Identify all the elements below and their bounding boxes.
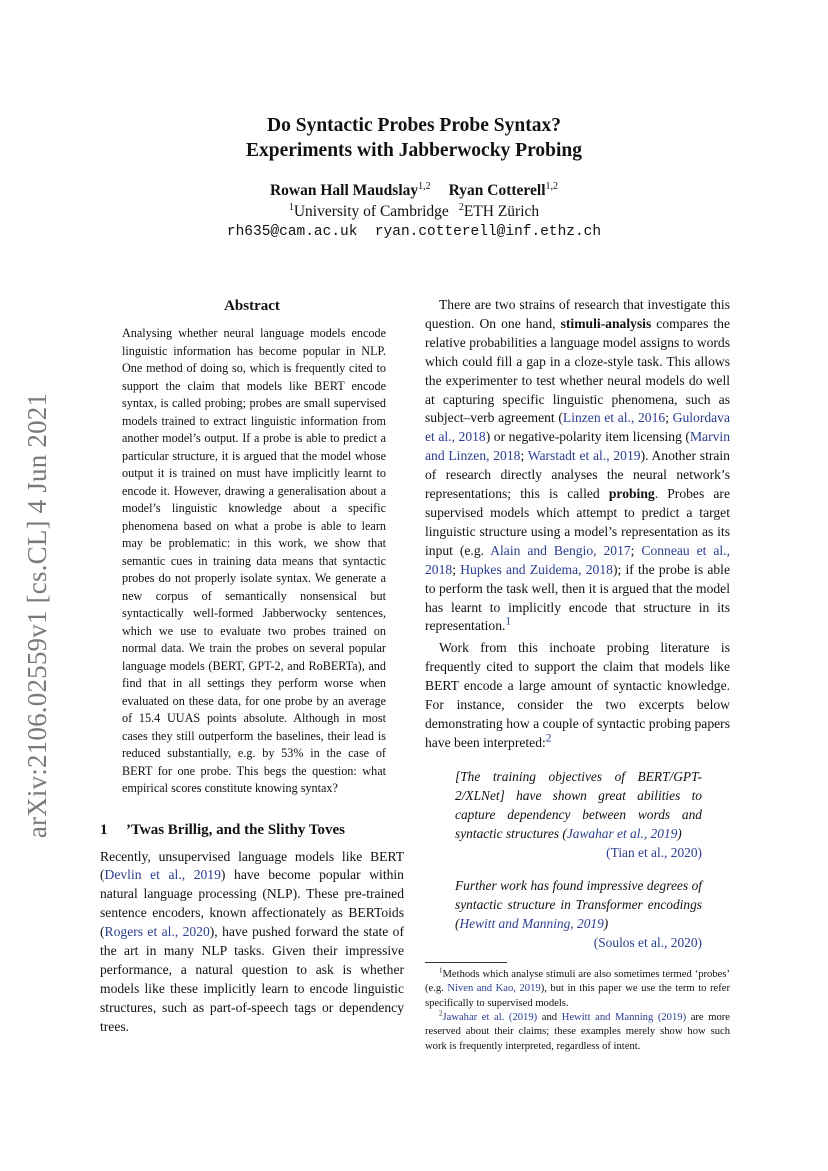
text-run: Work from this inchoate probing literature is frequently cited to support the claim that models like BERT encode a large amount of syntactic knowledge. For instance, consider the two excerpts below demonstrating how a couple of syntactic probing papers have been interpreted: [425,640,730,750]
footnote-number: 1 [439,966,443,975]
intro-paragraph [100,848,404,1037]
arxiv-stamp [18,380,58,850]
citation-link[interactable]: Rogers et al., 2020 [104,924,210,940]
email-1[interactable]: rh635@cam.ac.uk [226,224,358,240]
text-run: . Probes are supervised models which attempt to predict a target linguistic structure using a model’s representation as its input (e.g. [425,486,730,558]
citation-link[interactable]: Conneau et al., 2018 [425,542,730,577]
text-run: There are two strains of research that investigate this question. On one hand, [425,297,730,331]
abstract-text: Analysing whether neural language models encode linguistic information has become popular in NLP. One method of doing so, which is frequently cited to support the claim that models like BERT encode syntax, is called probing; probes are small supervised models trained to extract linguistic information from another model’s output. If a probe is able to predict a particular structure, it is argued that the model whose output it is trained on must have implicitly learnt to encode it. However, drawing a generalisation about a model’s linguistic knowledge about a specific phenomena based on what a probe is able to learn may be problematic: in this work, we show that semantic cues in training data means that syntactic probes do not properly isolate syntax. We generate a new corpus of semantically nonsensical but syntactically well-formed Jabberwocky sentences, which we use to evaluate two probes trained on normal data. We train the probes on several popular language models (BERT, GPT-2, and RoBERTa), and find that in all settings they perform worse when evaluated on these data, for one probe by an average of 15.4 UUAS points absolute. Although in most cases they still outperform the baselines, their lead is reduced substantially, e.g. by 53% in the case of BERT for one probe. This begs the question: what empirical scores constitute knowing syntax? [122,326,386,795]
title-line-1: Do Syntactic Probes Probe Syntax? [267,115,561,136]
title-line-2: Experiments with Jabberwocky Probing [245,140,583,161]
author-2: Ryan Cotterell [448,182,546,199]
left-column [100,296,404,1037]
citation-link[interactable]: Gulordava et al., 2018 [425,410,731,445]
text-run: Methods which analyse stimuli are also sometimes termed ‘probes’ (e.g. [425,968,730,995]
email-2[interactable]: ryan.cotterell@inf.ethz.ch [374,224,602,240]
citation-link[interactable]: Marvin and Linzen, 2018 [425,429,730,464]
affil-2: ETH Zürich [463,203,540,220]
text-run: compares the relative probabilities a language model assigns to words which could fill a gap in a cloze-style task. This allows the experimenter to test whether neural models do well at capturing specific linguistic phenomena, such as subject–verb agreement ( [425,315,730,426]
citation-link[interactable]: Niven and Kao, 2019 [447,983,541,995]
text-run: ; [630,542,642,558]
quote-source[interactable]: (Tian et al., 2020) [606,844,702,860]
citation-link[interactable]: Jawahar et al. (2019) [442,1011,538,1023]
body-paragraph [425,639,730,752]
author-block [0,180,828,243]
citation-link[interactable]: Warstadt et al., 2019 [527,448,641,464]
block-quote [455,876,702,952]
citation-link[interactable]: Alain and Bengio, 2017 [490,542,631,558]
right-column [425,296,730,1054]
quote-text: ) [603,915,609,931]
text-run: and [537,1011,562,1023]
quote-text: Further work has found impressive degrees of syntactic structure in Transformer encodings ( [455,877,702,931]
citation-link[interactable]: Jawahar et al., 2019 [566,825,678,841]
paper-title [0,113,828,163]
bold-term: stimuli-analysis [560,315,652,331]
block-quote [455,767,702,862]
affil-1-mark: 1 [288,201,294,213]
text-run: ; [452,561,461,577]
citation-link[interactable]: Linzen et al., 2016 [562,410,666,426]
text-run: ) have become popular within natural language processing (NLP). These pre-trained sentence encoders, known affectionately as BERToids ( [100,867,404,940]
arxiv-stamp-text: arXiv:2106.02559v1 [cs.CL] 4 Jun 2021 [22,392,53,838]
text-run: Recently, unsupervised language models like BERT ( [100,848,404,883]
footnote-2 [425,1011,730,1054]
quote-text: ) [677,825,682,841]
emails [0,222,828,243]
author-1: Rowan Hall Maudslay [269,182,419,199]
author-2-affil: 1,2 [545,180,559,192]
quote-source[interactable]: (Soulos et al., 2020) [593,934,702,950]
text-run: ; [665,410,673,426]
text-run: ), but in this paper we use the term to refer specifically to supervised models. [425,983,730,1009]
footnote-rule [425,962,507,963]
author-1-affil: 1,2 [418,180,431,192]
text-run: ) or negative-polarity item licensing ( [485,429,690,445]
text-run: are more reserved about their claims; these examples merely show how such work is frequently interpreted, regardless of intent. [425,1011,731,1052]
footnote-mark[interactable]: 1 [505,615,512,628]
affiliations [0,201,828,222]
abstract-heading: Abstract [224,298,280,314]
bold-term: probing [608,486,655,502]
citation-link[interactable]: Hupkes and Zuidema, 2018 [460,561,613,577]
text-run: ); if the probe is able to perform the task well, then it is argued that the model has learnt to implicitly encode that structure in its representation. [425,561,730,634]
affil-1: University of Cambridge [293,203,449,220]
footnote-1 [425,968,730,1011]
text-run: ; [520,448,528,464]
body-paragraph [425,296,730,636]
footnote-number: 2 [439,1009,443,1018]
citation-link[interactable]: Devlin et al., 2019 [104,867,221,883]
section-title: ’Twas Brillig, and the Slithy Toves [126,821,345,838]
text-run: ). Another strain of research directly analyses the neural network’s representations; this is called [425,448,730,502]
citation-link[interactable]: Hewitt and Manning, 2019 [459,915,604,931]
citation-link[interactable]: Hewitt and Manning (2019) [561,1011,687,1023]
section-number: 1 [100,821,108,838]
affil-2-mark: 2 [458,201,464,213]
footnote-mark[interactable]: 2 [545,732,552,745]
text-run: ), have pushed forward the state of the art in many NLP tasks. Given their impressive performance, a natural question to ask is whether models like these implicitly learn to encode linguistic structures, such as part-of-speech tags or dependency trees. [100,924,405,1034]
author-names [0,180,828,201]
quote-text: [The training objectives of BERT/GPT-2/XLNet] have shown great abilities to capture dependency between words and syntactic structures ( [455,768,702,841]
section-heading [100,820,404,840]
